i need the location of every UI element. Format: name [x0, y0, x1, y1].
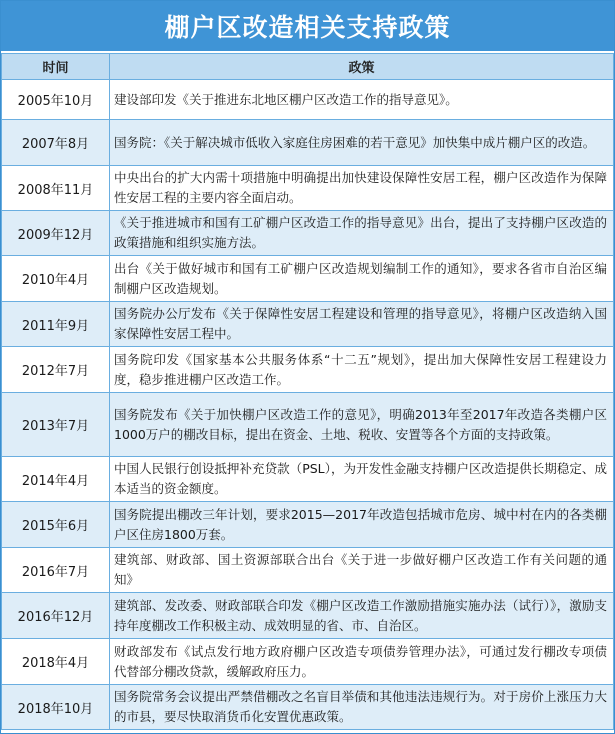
row-time: 2018年4月: [2, 639, 110, 685]
table-row: [2, 211, 614, 256]
title-bar: [1, 1, 614, 53]
row-time: 2016年12月: [2, 593, 110, 639]
row-policy: 国务院发布《关于加快棚户区改造工作的意见》，明确2013年至2017年改造各类棚户区1000万户的棚改目标，提出在资金、土地、税收、安置等各个方面的支持政策。: [110, 393, 614, 457]
column-header-time: 时间: [2, 54, 110, 80]
row-time: 2012年7月: [2, 347, 110, 393]
row-policy: 中国人民银行创设抵押补充贷款（PSL），为开发性金融支持棚户区改造提供长期稳定、成本适当的资金额度。: [110, 457, 614, 502]
page-title: 棚户区改造相关支持政策: [164, 13, 451, 42]
row-policy: 国务院：《关于解决城市低收入家庭住房困难的若干意见》加快集中成片棚户区的改造。: [110, 120, 614, 166]
row-time: 2010年4月: [2, 256, 110, 302]
row-policy: 建筑部、财政部、国土资源部联合出台《关于进一步做好棚户区改造工作有关问题的通知》: [110, 548, 614, 593]
row-policy: 中央出台的扩大内需十项措施中明确提出加快建设保障性安居工程，棚户区改造作为保障性安居工程的主要内容全面启动。: [110, 166, 614, 211]
row-time: 2011年9月: [2, 302, 110, 347]
table-row: [2, 685, 614, 730]
table-row: [2, 457, 614, 502]
column-header-policy: 政策: [110, 54, 614, 80]
row-time: 2013年7月: [2, 393, 110, 457]
row-time: 2018年10月: [2, 685, 110, 730]
row-time: 2005年10月: [2, 80, 110, 120]
row-policy: 财政部发布《试点发行地方政府棚户区改造专项债券管理办法》，可通过发行棚改专项债代替部分棚改贷款，缓解政府压力。: [110, 639, 614, 685]
row-time: 2009年12月: [2, 211, 110, 256]
row-time: 2016年7月: [2, 548, 110, 593]
table-row: [2, 166, 614, 211]
row-policy: 国务院常务会议提出严禁借棚改之名盲目举债和其他违法违规行为。对于房价上涨压力大的市县，要尽快取消货币化安置优惠政策。: [110, 685, 614, 730]
row-policy: 国务院办公厅发布《关于保障性安居工程建设和管理的指导意见》，将棚户区改造纳入国家保障性安居工程中。: [110, 302, 614, 347]
policy-table: [1, 53, 614, 730]
row-time: 2014年4月: [2, 457, 110, 502]
row-time: 2007年8月: [2, 120, 110, 166]
table-row: [2, 256, 614, 302]
row-policy: 建设部印发《关于推进东北地区棚户区改造工作的指导意见》。: [110, 80, 614, 120]
table-row: [2, 347, 614, 393]
table-row: [2, 80, 614, 120]
row-policy: 建筑部、发改委、财政部联合印发《棚户区改造工作激励措施实施办法（试行）》，激励支持年度棚改工作积极主动、成效明显的省、市、自治区。: [110, 593, 614, 639]
table-row: [2, 639, 614, 685]
row-policy: 《关于推进城市和国有工矿棚户区改造工作的指导意见》出台，提出了支持棚户区改造的政策措施和组织实施方法。: [110, 211, 614, 256]
row-policy: 国务院提出棚改三年计划，要求2015—2017年改造包括城市危房、城中村在内的各类棚户区住房1800万套。: [110, 502, 614, 548]
table-row: [2, 302, 614, 347]
table-row: [2, 120, 614, 166]
table-row: [2, 548, 614, 593]
row-time: 2015年6月: [2, 502, 110, 548]
table-row: [2, 502, 614, 548]
table-row: [2, 393, 614, 457]
table-row: [2, 593, 614, 639]
row-time: 2008年11月: [2, 166, 110, 211]
row-policy: 国务院印发《国家基本公共服务体系“十二五”规划》，提出加大保障性安居工程建设力度，稳步推进棚户区改造工作。: [110, 347, 614, 393]
row-policy: 出台《关于做好城市和国有工矿棚户区改造规划编制工作的通知》，要求各省市自治区编制棚户区改造规划。: [110, 256, 614, 302]
table-header-row: [2, 54, 614, 80]
